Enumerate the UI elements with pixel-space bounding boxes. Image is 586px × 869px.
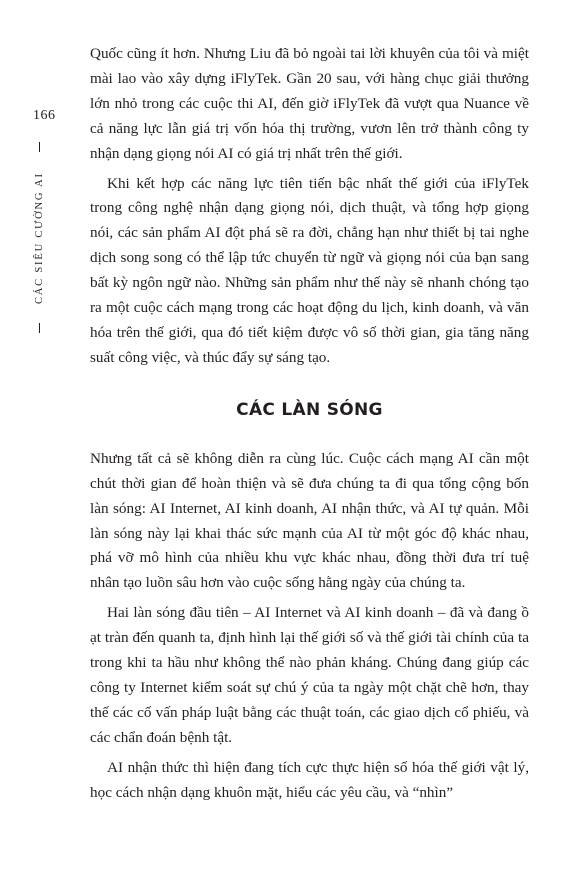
body-paragraph: AI nhận thức thì hiện đang tích cực thực hiện số hóa thế giới vật lý, học cách nhận dạng khuôn mặt, hiểu các yêu cầu, và “nhìn” (90, 758, 529, 801)
section-heading: CÁC LÀN SÓNG (236, 399, 383, 420)
body-paragraph: Quốc cũng ít hơn. Nhưng Liu đã bỏ ngoài tai lời khuyên của tôi và miệt mài lao vào xây dựng iFlyTek. Gần 20 sau, với hàng chục giải thưởng lớn nhỏ trong các cuộc thi AI, đến giờ iFlyTek đã vượt qua Nuance về cả năng lực lẫn giá trị vốn hóa thị trường, vươn lên trở thành công ty nhận dạng giọng nói AI có giá trị nhất trên thế giới. (90, 45, 529, 162)
body-paragraph: Khi kết hợp các năng lực tiên tiến bậc nhất thế giới của iFlyTek trong công nghệ nhận dạng giọng nói, dịch thuật, và tổng hợp giọng nói, các sản phẩm AI đột phá sẽ ra đời, chẳng hạn như thiết bị tai nghe dịch song song có thể lập tức chuyển từ ngữ và giọng nói của bạn sang bất kỳ ngôn ngữ nào. Những sản phẩm như thế này sẽ nhanh chóng tạo ra một cuộc cách mạng trong các hoạt động du lịch, kinh doanh, và văn hóa trên thế giới, qua đó tiết kiệm được vô số thời gian, gia tăng năng suất công việc, và thúc đẩy sự sáng tạo. (90, 174, 529, 366)
page-body (90, 42, 529, 805)
body-paragraph: Hai làn sóng đầu tiên – AI Internet và AI kinh doanh – đã và đang ồ ạt tràn đến quanh ta, định hình lại thế giới số và thế giới tài chính của ta trong khi ta hầu như không thể nào phản kháng. Chúng đang giúp các công ty Internet kiểm soát sự chú ý của ta ngày một chặt chẽ hơn, thay thế các cố vấn pháp luật bằng các thuật toán, các giao dịch cổ phiếu, và các chẩn đoán bệnh tật. (90, 604, 529, 746)
running-head: CÁC SIÊU CƯỜNG AI (34, 172, 45, 304)
margin-rule-bottom (39, 323, 40, 333)
body-paragraph: Nhưng tất cả sẽ không diễn ra cùng lúc. Cuộc cách mạng AI cần một chút thời gian để hoàn thiện và sẽ đưa chúng ta đi qua tổng cộng bốn làn sóng: AI Internet, AI kinh doanh, AI nhận thức, và AI tự quản. Mỗi làn sóng này lại khai thác sức mạnh của AI từ một góc độ khác nhau, phá vỡ mô hình của nhiều khu vực khác nhau, đồng thời đưa trí tuệ nhân tạo luồn sâu hơn vào cuộc sống hằng ngày của chúng ta. (90, 449, 529, 592)
page-number: 166 (33, 108, 56, 123)
margin-rule-top (39, 142, 40, 152)
